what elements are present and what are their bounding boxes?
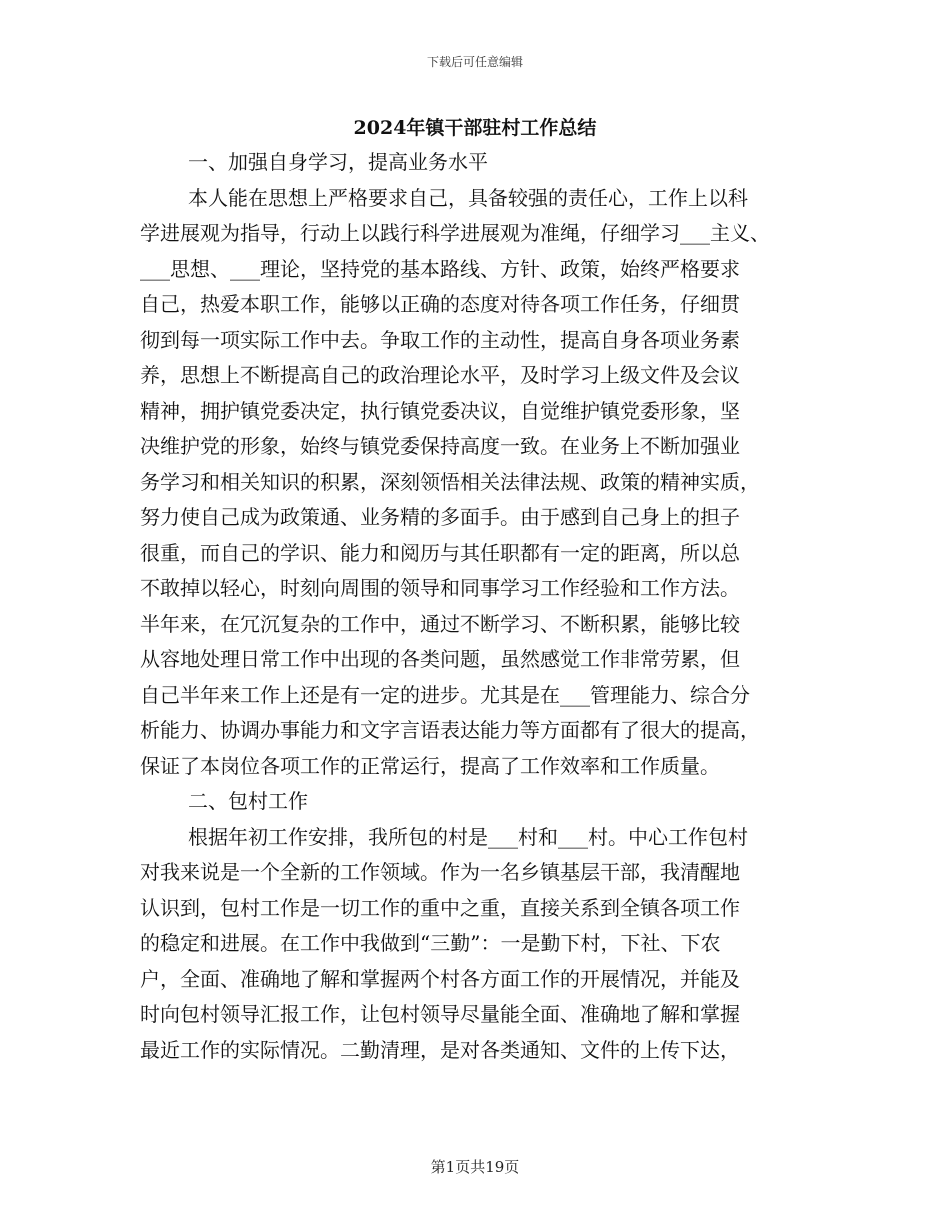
paragraph-line: 析能力、协调办事能力和文字言语表达能力等方面都有了很大的提高，: [140, 718, 760, 742]
paragraph-line: 自己，热爱本职工作，能够以正确的态度对待各项工作任务，仔细贯: [140, 292, 740, 316]
section-heading-1: 一、加强自身学习，提高业务水平: [188, 150, 488, 174]
paragraph-line: 不敢掉以轻心，时刻向周围的领导和同事学习工作经验和工作方法。: [140, 576, 740, 600]
section-heading-2: 二、包村工作: [188, 789, 308, 813]
paragraph-line: 努力使自己成为政策通、业务精的多面手。由于感到自己身上的担子: [140, 505, 740, 529]
paragraph-line: 彻到每一项实际工作中去。争取工作的主动性，提高自身各项业务素: [140, 327, 740, 352]
paragraph-line: 户，全面、准确地了解和掌握两个村各方面工作的开展情况，并能及: [140, 966, 740, 991]
paragraph-line: 半年来，在冗沉复杂的工作中，通过不断学习、不断积累，能够比较: [140, 611, 740, 636]
document-body: [140, 145, 820, 1068]
paragraph-line: 最近工作的实际情况。二勤清理，是对各类通知、文件的上传下达，: [140, 1037, 740, 1062]
paragraph-line: 本人能在思想上严格要求自己，具备较强的责任心，工作上以科: [188, 185, 748, 210]
paragraph-line: 很重，而自己的学识、能力和阅历与其任职都有一定的距离，所以总: [140, 540, 740, 565]
paragraph-line: 从容地处理日常工作中出现的各类问题，虽然感觉工作非常劳累，但: [140, 647, 740, 671]
paragraph-line: 保证了本岗位各项工作的正常运行，提高了工作效率和工作质量。: [140, 753, 720, 778]
paragraph-line: 自己半年来工作上还是有一定的进步。尤其是在___管理能力、综合分: [140, 682, 750, 707]
document-title: 2024年镇干部驻村工作总结: [353, 117, 597, 139]
paragraph-line: 根据年初工作安排，我所包的村是___村和___村。中心工作包村: [188, 824, 748, 849]
header-note: 下载后可任意编辑: [426, 55, 523, 69]
page-footer: 第1页共19页: [430, 1158, 520, 1176]
paragraph-line: 认识到，包村工作是一切工作的重中之重，直接关系到全镇各项工作: [140, 895, 740, 920]
paragraph-line: 养，思想上不断提高自己的政治理论水平，及时学习上级文件及会议: [140, 363, 740, 387]
paragraph-line: 学进展观为指导，行动上以践行科学进展观为准绳，仔细学习___主义、: [140, 221, 770, 245]
paragraph-line: 决维护党的形象，始终与镇党委保持高度一致。在业务上不断加强业: [140, 434, 740, 458]
paragraph-line: 精神，拥护镇党委决定，执行镇党委决议，自觉维护镇党委形象，坚: [140, 398, 740, 423]
paragraph-line: 的稳定和进展。在工作中我做到“三勤”：一是勤下村，下社、下农: [140, 931, 721, 955]
paragraph-line: ___思想、___理论，坚持党的基本路线、方针、政策，始终严格要求: [140, 256, 740, 281]
paragraph-line: 时向包村领导汇报工作，让包村领导尽量能全面、准确地了解和掌握: [140, 1002, 740, 1026]
paragraph-line: 务学习和相关知识的积累，深刻领悟相关法律法规、政策的精神实质，: [140, 469, 760, 494]
paragraph-line: 对我来说是一个全新的工作领域。作为一名乡镇基层干部，我清醒地: [140, 860, 740, 884]
